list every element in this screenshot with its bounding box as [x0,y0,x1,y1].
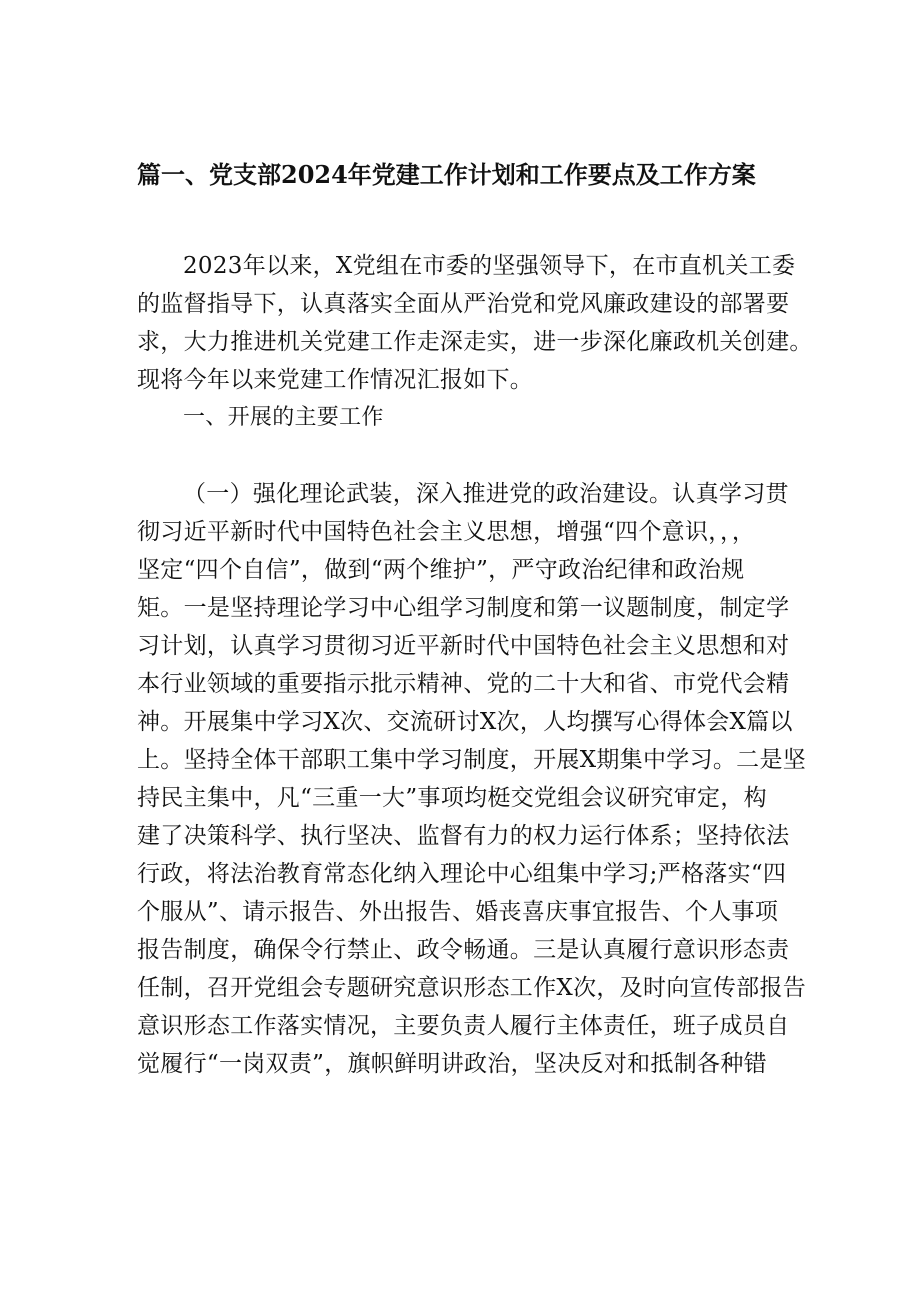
paragraph-line: 报告制度，确保令行禁止、政令畅通。三是认真履行意识形态责 [137,937,790,963]
paragraph-line: 的监督指导下，认真落实全面从严治党和党风廉政建设的部署要 [137,291,790,317]
paragraph-line: 现将今年以来党建工作情况汇报如下。 [137,367,534,393]
paragraph-line: 觉履行“一岗双责”，旗帜鲜明讲政治，坚决反对和抵制各种错 [137,1051,767,1077]
section-heading: 一、开展的主要工作 [183,405,384,430]
paragraph-line: 上。坚持全体干部职工集中学习制度，开展X期集中学习。二是坚 [137,747,807,773]
document-title: 篇一、党支部2024年党建工作计划和工作要点及工作方案 [137,160,756,189]
paragraph-line: 本行业领域的重要指示批示精神、党的二十大和省、市党代会精 [137,671,790,697]
paragraph-line: 矩。一是坚持理论学习中心组学习制度和第一议题制度，制定学 [137,595,790,621]
paragraph-line: 2023年以来，X党组在市委的坚强领导下，在市直机关工委 [183,253,796,279]
intro-paragraph [137,247,813,437]
paragraph-line: 求，大力推进机关党建工作走深走实，进一步深化廉政机关创建。 [137,329,813,355]
section-paragraph [137,475,807,1083]
paragraph-line: 持民主集中，凡“三重一大”事项均梃交党组会议研究审定，构 [137,785,767,811]
paragraph-line: 坚定“四个自信”，做到“两个维护”，严守政治纪律和政治规 [137,557,745,583]
paragraph-line: 个服从”、请示报告、外出报告、婚丧喜庆事宜报告、个人事项 [137,899,779,925]
paragraph-line: 习计划，认真学习贯彻习近平新时代中国特色社会主义思想和对 [137,633,790,659]
paragraph-line: 彻习近平新时代中国特色社会主义思想，增强“四个意识，，， [137,519,756,545]
paragraph-line: 神。开展集中学习X次、交流研讨X次，人均撰写心得体会X篇以 [137,709,793,735]
paragraph-line: 任制，召开党组会专题研究意识形态工作X次，及时向宣传部报告 [137,975,807,1001]
paragraph-line: 意识形态工作落实情况，主要负责人履行主体责任，班子成员自 [137,1013,790,1039]
paragraph-line: （一）强化理论武装，深入推进党的政治建设。认真学习贯 [183,481,789,507]
paragraph-line: 行政，将法治教育常态化纳入理论中心组集中学习;严格落实“四 [137,861,787,887]
paragraph-line: 建了决策科学、执行坚决、监督有力的权力运行体系；坚持依法 [137,823,790,849]
